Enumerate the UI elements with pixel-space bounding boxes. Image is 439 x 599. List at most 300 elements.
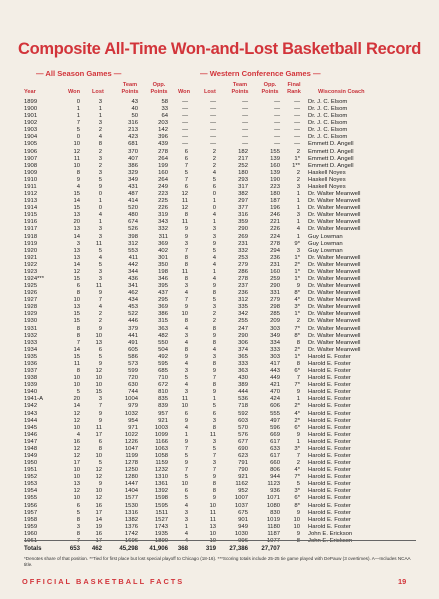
conf-lost-cell: 9 bbox=[212, 389, 216, 396]
final-rank-cell: 6* bbox=[294, 368, 300, 375]
conf-opp-points-cell: 224 bbox=[270, 233, 280, 240]
opp-points-cell: 439 bbox=[158, 141, 168, 148]
final-rank-cell: — bbox=[294, 141, 300, 148]
conf-won-cell: 6 bbox=[184, 488, 188, 495]
won-cell: 5 bbox=[76, 509, 80, 516]
coach-cell: Harold E. Foster bbox=[308, 523, 351, 530]
final-rank-cell: 2* bbox=[294, 261, 300, 268]
conf-won-cell: 9 bbox=[184, 417, 188, 424]
team-points-cell: 1742 bbox=[124, 530, 138, 537]
lost-cell: 11 bbox=[95, 240, 102, 247]
team-points-cell: 462 bbox=[128, 290, 138, 297]
lost-cell: 3 bbox=[98, 396, 102, 403]
conf-won-cell: — bbox=[182, 127, 188, 134]
team-points-cell: 1316 bbox=[124, 509, 138, 516]
team-points-cell: 431 bbox=[128, 183, 138, 190]
opp-points-cell: 311 bbox=[158, 233, 168, 240]
conf-won-cell: 9 bbox=[184, 226, 188, 233]
conf-lost-cell: 3 bbox=[212, 460, 216, 467]
conf-won-cell: 1 bbox=[184, 431, 188, 438]
coach-cell: Harold E. Foster bbox=[308, 460, 351, 467]
coach-cell: Harold E. Foster bbox=[308, 502, 351, 509]
final-rank-cell: 2 bbox=[296, 318, 300, 325]
opp-points-cell: 1595 bbox=[154, 502, 168, 509]
year-cell: 1904 bbox=[24, 134, 38, 141]
conf-lost-cell: 4 bbox=[212, 261, 216, 268]
conf-won-cell: 7 bbox=[184, 247, 188, 254]
won-cell: 5 bbox=[76, 127, 80, 134]
won-cell: 15 bbox=[73, 205, 80, 212]
conf-opp-points-cell: 155 bbox=[270, 148, 280, 155]
year-cell: 1921 bbox=[24, 254, 38, 261]
conf-lost-cell: 1 bbox=[212, 219, 216, 226]
won-cell: 10 bbox=[73, 375, 80, 382]
lost-cell: 7 bbox=[98, 403, 102, 410]
opp-points-cell: 595 bbox=[158, 360, 168, 367]
conf-won-cell: — bbox=[182, 99, 188, 105]
conf-won-cell: 3 bbox=[184, 332, 188, 339]
opp-points-header bbox=[147, 82, 171, 95]
conf-won-cell: 5 bbox=[184, 169, 188, 176]
conf-lost-cell: 6 bbox=[212, 183, 216, 190]
year-header: Year bbox=[24, 89, 36, 95]
conf-won-cell: 4 bbox=[184, 537, 188, 544]
conf-team-points-cell: — bbox=[242, 106, 248, 113]
team-points-cell: 744 bbox=[128, 389, 138, 396]
lost-cell: 2 bbox=[98, 127, 102, 134]
conf-team-points-cell: 297 bbox=[238, 198, 248, 205]
conf-team-points-cell: 1007 bbox=[234, 495, 248, 502]
conf-won-cell: 6 bbox=[184, 155, 188, 162]
won-header: Won bbox=[68, 89, 81, 95]
coach-cell: Dr. J. C. Elsom bbox=[308, 134, 348, 141]
opp-points-cell: 199 bbox=[158, 162, 168, 169]
team-points-cell: 520 bbox=[128, 205, 138, 212]
conf-team-points-cell: 389 bbox=[238, 382, 248, 389]
lost-cell: 4 bbox=[98, 212, 102, 219]
coach-cell: Dr. Walter Meanwell bbox=[308, 290, 361, 297]
coach-cell: Dr. Walter Meanwell bbox=[308, 254, 361, 261]
conf-opp-points-cell: 196 bbox=[270, 205, 280, 212]
conf-team-points-cell: 570 bbox=[238, 424, 248, 431]
conf-lost-cell: 5 bbox=[212, 297, 216, 304]
coach-cell: Dr. J. C. Elsom bbox=[308, 113, 348, 120]
final-rank-cell: — bbox=[294, 106, 300, 113]
won-cell: 13 bbox=[73, 226, 80, 233]
final-rank-header bbox=[284, 82, 304, 95]
conf-lost-cell: 7 bbox=[212, 375, 216, 382]
conf-won-cell: 1 bbox=[184, 523, 188, 530]
final-rank-cell: 1 bbox=[296, 205, 300, 212]
conf-opp-points-cell: — bbox=[274, 106, 280, 113]
year-cell: 1926 bbox=[24, 290, 38, 297]
conf-lost-cell: 1 bbox=[212, 396, 216, 403]
lost-cell: 9 bbox=[98, 410, 102, 417]
lost-cell: 4 bbox=[98, 134, 102, 141]
opp-points-cell: 1232 bbox=[154, 467, 168, 474]
opp-points-cell: 710 bbox=[158, 375, 168, 382]
final-rank-cell: 10 bbox=[293, 523, 300, 530]
coach-cell: Harold E. Foster bbox=[308, 368, 351, 375]
conf-opp-points-cell: — bbox=[274, 99, 280, 105]
conf-lost-cell: 5 bbox=[212, 403, 216, 410]
totals-conf-lost: 319 bbox=[205, 545, 216, 552]
conf-won-cell: — bbox=[182, 141, 188, 148]
conf-opp-points-cell: 303 bbox=[270, 325, 280, 332]
year-cell: 1935 bbox=[24, 353, 38, 360]
team-points-cell: 979 bbox=[128, 403, 138, 410]
final-rank-cell: 1 bbox=[296, 438, 300, 445]
conf-won-cell: 4 bbox=[184, 424, 188, 431]
coach-cell: Haskell Noyes bbox=[308, 183, 346, 190]
year-cell: 1924*** bbox=[24, 276, 44, 282]
won-cell: 10 bbox=[73, 424, 80, 431]
team-points-cell: 491 bbox=[128, 339, 138, 346]
conf-team-points-cell: 690 bbox=[238, 445, 248, 452]
final-rank-cell: 10 bbox=[293, 516, 300, 523]
team-points-cell: 411 bbox=[128, 254, 138, 261]
lost-cell: 9 bbox=[98, 325, 102, 332]
conf-lost-cell: 3 bbox=[212, 417, 216, 424]
conf-team-points-cell: 217 bbox=[238, 155, 248, 162]
conf-won-cell: 3 bbox=[184, 240, 188, 247]
coach-header: Wisconsin Coach bbox=[318, 89, 365, 95]
opp-points-cell: 1527 bbox=[154, 516, 168, 523]
coach-cell: Emmett D. Angell bbox=[308, 148, 354, 155]
lost-cell: 1 bbox=[98, 106, 102, 113]
won-cell: 8 bbox=[76, 169, 80, 176]
conf-opp-points-cell: 290 bbox=[270, 283, 280, 290]
final-rank-cell: 4* bbox=[294, 467, 300, 474]
conf-opp-points-cell: 294 bbox=[270, 247, 280, 254]
team-points-header-line1: Team bbox=[122, 82, 138, 88]
lost-cell: 3 bbox=[98, 155, 102, 162]
coach-cell: Harold E. Foster bbox=[308, 474, 351, 481]
team-points-cell: 971 bbox=[128, 424, 138, 431]
won-cell: 10 bbox=[73, 467, 80, 474]
conf-lost-cell: 2 bbox=[212, 148, 216, 155]
team-points-cell: 329 bbox=[128, 169, 138, 176]
conf-won-cell: 6 bbox=[184, 148, 188, 155]
conf-won-cell: 9 bbox=[184, 304, 188, 311]
won-cell: 8 bbox=[76, 325, 80, 332]
team-points-cell: 1022 bbox=[124, 431, 138, 438]
final-rank-cell: 3* bbox=[294, 445, 300, 452]
conf-lost-cell: 3 bbox=[212, 353, 216, 360]
coach-cell: Harold E. Foster bbox=[308, 396, 351, 403]
all-season-section-label: — All Season Games — bbox=[36, 69, 122, 78]
final-rank-cell: 4* bbox=[294, 410, 300, 417]
conf-team-points-cell: — bbox=[242, 113, 248, 120]
won-cell: 10 bbox=[73, 141, 80, 148]
coach-cell: Dr. Walter Meanwell bbox=[308, 226, 361, 233]
conf-team-points-cell: 365 bbox=[238, 353, 248, 360]
conf-team-points-cell: 921 bbox=[238, 474, 248, 481]
coach-cell: Dr. Walter Meanwell bbox=[308, 268, 361, 275]
won-cell: 10 bbox=[73, 474, 80, 481]
conf-team-points-cell: 333 bbox=[238, 360, 248, 367]
year-cell: 1961 bbox=[24, 537, 38, 544]
conf-team-points-cell: 949 bbox=[238, 523, 248, 530]
year-cell: 1933 bbox=[24, 339, 38, 346]
conf-won-cell: 3 bbox=[184, 283, 188, 290]
year-cell: 1906 bbox=[24, 148, 38, 155]
opp-points-cell: 58 bbox=[161, 99, 168, 105]
final-rank-cell: 1 bbox=[296, 396, 300, 403]
coach-cell: Emmett D. Angell bbox=[308, 162, 354, 169]
coach-cell: Emmett D. Angell bbox=[308, 141, 354, 148]
conf-opp-points-cell: 190 bbox=[270, 176, 280, 183]
final-rank-cell: 3 bbox=[296, 212, 300, 219]
conf-won-cell: 12 bbox=[181, 205, 188, 212]
lost-cell: 12 bbox=[95, 368, 102, 375]
totals-divider bbox=[24, 540, 416, 541]
team-points-cell: 1004 bbox=[124, 396, 138, 403]
conf-lost-cell: 5 bbox=[212, 176, 216, 183]
opp-points-header-line1: Opp. bbox=[152, 82, 166, 88]
conf-opp-points-cell: 617 bbox=[270, 453, 280, 459]
conf-team-points-cell: 255 bbox=[238, 318, 248, 325]
lost-cell: 11 bbox=[95, 424, 102, 431]
coach-cell: Harold E. Foster bbox=[308, 467, 351, 474]
conf-team-points-cell: 290 bbox=[238, 332, 248, 339]
year-cell: 1910 bbox=[24, 176, 38, 183]
conf-won-cell: 10 bbox=[181, 311, 188, 318]
conf-opp-points-cell: 303 bbox=[270, 353, 280, 360]
conf-won-cell: 4 bbox=[184, 360, 188, 367]
year-cell: 1929 bbox=[24, 311, 38, 318]
conf-lost-cell: 4 bbox=[212, 346, 216, 353]
conf-won-cell: 9 bbox=[184, 353, 188, 360]
conf-won-cell: 6 bbox=[184, 410, 188, 417]
conf-lost-cell: 9 bbox=[212, 474, 216, 481]
conf-team-points-cell: 377 bbox=[238, 205, 248, 212]
lost-cell: 2 bbox=[98, 148, 102, 155]
opp-points-cell: 386 bbox=[158, 311, 168, 318]
final-rank-cell: 9 bbox=[296, 431, 300, 438]
team-points-cell: 341 bbox=[128, 283, 138, 290]
team-points-cell: 720 bbox=[128, 375, 138, 382]
team-points-cell: 453 bbox=[128, 304, 138, 311]
conf-team-points-cell: 430 bbox=[238, 375, 248, 382]
opp-points-cell: 1361 bbox=[154, 481, 168, 488]
team-points-cell: 213 bbox=[128, 127, 138, 134]
lost-cell: 3 bbox=[98, 99, 102, 105]
conf-team-points-header-line2: Points bbox=[231, 88, 249, 95]
lost-cell: 15 bbox=[95, 389, 102, 396]
won-cell: 8 bbox=[76, 290, 80, 297]
lost-cell: 6 bbox=[98, 346, 102, 353]
conf-lost-cell: 9 bbox=[212, 368, 216, 375]
conf-opp-points-cell: 231 bbox=[270, 261, 280, 268]
coach-cell: Dr. Walter Meanwell bbox=[308, 205, 361, 212]
final-rank-cell: 1* bbox=[294, 276, 300, 282]
year-cell: 1942 bbox=[24, 403, 38, 410]
conf-opp-points-cell: 606 bbox=[270, 403, 280, 410]
team-points-cell: 446 bbox=[128, 318, 138, 325]
opp-points-cell: 1063 bbox=[154, 445, 168, 452]
conf-team-points-cell: — bbox=[242, 141, 248, 148]
coach-cell: Dr. Walter Meanwell bbox=[308, 261, 361, 268]
conf-team-points-cell: 374 bbox=[238, 346, 248, 353]
opp-points-cell: 839 bbox=[158, 403, 168, 410]
final-rank-cell: 1* bbox=[294, 268, 300, 275]
year-cell: 1913 bbox=[24, 198, 38, 205]
team-points-cell: 441 bbox=[128, 332, 138, 339]
conf-lost-cell: 3 bbox=[212, 438, 216, 445]
coach-cell: Harold E. Foster bbox=[308, 410, 351, 417]
opp-points-cell: 278 bbox=[158, 148, 168, 155]
totals-conf-opp-points: 27,707 bbox=[261, 545, 280, 552]
year-cell: 1922 bbox=[24, 261, 38, 268]
won-cell: 8 bbox=[76, 516, 80, 523]
won-cell: 0 bbox=[76, 134, 80, 141]
final-rank-cell: 2 bbox=[296, 176, 300, 183]
coach-cell: Dr. Walter Meanwell bbox=[308, 297, 361, 304]
year-cell: 1920 bbox=[24, 247, 38, 254]
year-cell: 1930 bbox=[24, 318, 38, 325]
conf-lost-cell: 10 bbox=[209, 537, 216, 544]
conf-team-points-cell: — bbox=[242, 120, 248, 127]
conf-opp-points-cell: 334 bbox=[270, 339, 280, 346]
year-cell: 1953 bbox=[24, 481, 38, 488]
lost-cell: 5 bbox=[98, 261, 102, 268]
conf-team-points-cell: 952 bbox=[238, 488, 248, 495]
won-cell: 12 bbox=[73, 268, 80, 275]
conf-team-points-cell: 536 bbox=[238, 396, 248, 403]
conf-won-cell: 11 bbox=[181, 219, 188, 226]
conf-opp-points-cell: 278 bbox=[270, 240, 280, 247]
opp-points-cell: 402 bbox=[158, 247, 168, 254]
coach-cell: Harold E. Foster bbox=[308, 382, 351, 389]
final-rank-cell: 2* bbox=[294, 346, 300, 353]
conf-won-cell: 4 bbox=[184, 290, 188, 297]
year-cell: 1955 bbox=[24, 495, 38, 502]
final-rank-cell: — bbox=[294, 113, 300, 120]
opp-points-cell: 346 bbox=[158, 276, 168, 282]
conf-opp-points-cell: 417 bbox=[270, 360, 280, 367]
won-cell: 15 bbox=[73, 311, 80, 318]
conf-lost-cell: 13 bbox=[209, 523, 216, 530]
won-cell: 15 bbox=[73, 353, 80, 360]
conf-won-cell: 5 bbox=[184, 453, 188, 459]
coach-cell: Harold E. Foster bbox=[308, 353, 351, 360]
final-rank-header-line2: Rank bbox=[287, 88, 301, 95]
opp-points-cell: 1890 bbox=[154, 537, 168, 544]
team-points-cell: 1376 bbox=[124, 523, 138, 530]
opp-points-cell: 142 bbox=[158, 127, 168, 134]
conf-won-cell: 3 bbox=[184, 389, 188, 396]
coach-cell: Dr. Walter Meanwell bbox=[308, 212, 361, 219]
conf-opp-points-cell: 669 bbox=[270, 431, 280, 438]
year-cell: 1912 bbox=[24, 191, 38, 198]
team-points-cell: 434 bbox=[128, 297, 138, 304]
year-cell: 1956 bbox=[24, 502, 38, 509]
won-cell: 13 bbox=[73, 212, 80, 219]
team-points-cell: 379 bbox=[128, 325, 138, 332]
won-cell: 7 bbox=[76, 339, 80, 346]
conf-opp-points-cell: 160 bbox=[270, 162, 280, 169]
lost-cell: 6 bbox=[98, 438, 102, 445]
totals-lost: 462 bbox=[91, 545, 102, 552]
conf-lost-cell: 8 bbox=[212, 488, 216, 495]
final-rank-cell: 2 bbox=[296, 460, 300, 467]
team-points-header bbox=[118, 82, 142, 95]
conf-team-points-cell: 623 bbox=[238, 453, 248, 459]
year-cell: 1928 bbox=[24, 304, 38, 311]
lost-cell: 10 bbox=[95, 382, 102, 389]
conf-won-cell: 7 bbox=[184, 176, 188, 183]
coach-cell: Dr. Walter Meanwell bbox=[308, 283, 361, 290]
team-points-cell: 1696 bbox=[124, 537, 138, 544]
coach-cell: Guy Lowman bbox=[308, 233, 343, 240]
coach-cell: Dr. Walter Meanwell bbox=[308, 346, 361, 353]
team-points-cell: 599 bbox=[128, 368, 138, 375]
team-points-cell: 312 bbox=[128, 240, 138, 247]
conf-lost-cell: 1 bbox=[212, 198, 216, 205]
conf-team-points-cell: 1030 bbox=[234, 530, 248, 537]
lost-cell: 11 bbox=[95, 283, 102, 290]
year-cell: 1938 bbox=[24, 375, 38, 382]
conf-won-cell: — bbox=[182, 120, 188, 127]
conf-opp-points-cell: 1123 bbox=[267, 481, 280, 488]
coach-cell: Emmett D. Angell bbox=[308, 155, 354, 162]
coach-cell: Dr. Walter Meanwell bbox=[308, 198, 361, 205]
conf-won-cell: 4 bbox=[184, 502, 188, 509]
won-cell: 7 bbox=[76, 537, 80, 544]
year-cell: 1947 bbox=[24, 438, 38, 445]
final-rank-cell: 2* bbox=[294, 417, 300, 424]
conf-opp-points-cell: 449 bbox=[270, 375, 280, 382]
conf-team-points-cell: 675 bbox=[238, 509, 248, 516]
opp-points-cell: 1310 bbox=[154, 474, 168, 481]
won-cell: 15 bbox=[73, 276, 80, 282]
conf-won-cell: 9 bbox=[184, 233, 188, 240]
opp-points-cell: 1159 bbox=[155, 460, 168, 467]
team-points-cell: 1404 bbox=[124, 488, 138, 495]
conf-opp-points-cell: 596 bbox=[270, 424, 280, 431]
coach-cell: Dr. Walter Meanwell bbox=[308, 191, 361, 198]
won-cell: 13 bbox=[73, 304, 80, 311]
won-cell: 10 bbox=[73, 382, 80, 389]
conf-opp-points-cell: 470 bbox=[270, 389, 280, 396]
final-rank-cell: 7 bbox=[296, 375, 300, 382]
lost-cell: 16 bbox=[95, 530, 102, 537]
year-cell: 1903 bbox=[24, 127, 38, 134]
opp-points-cell: 437 bbox=[158, 290, 168, 297]
coach-cell: Harold E. Foster bbox=[308, 375, 351, 382]
won-cell: 12 bbox=[73, 148, 80, 155]
year-cell: 1934 bbox=[24, 346, 38, 353]
won-cell: 6 bbox=[76, 283, 80, 290]
won-cell: 4 bbox=[76, 183, 80, 190]
year-cell: 1960 bbox=[24, 530, 38, 537]
opp-points-cell: 249 bbox=[158, 183, 168, 190]
lost-cell: 12 bbox=[95, 467, 102, 474]
conf-team-points-cell: 293 bbox=[238, 176, 248, 183]
opp-points-cell: 810 bbox=[158, 389, 168, 396]
conf-opp-points-cell: 139 bbox=[270, 169, 280, 176]
final-rank-cell: — bbox=[294, 134, 300, 141]
coach-cell: Harold E. Foster bbox=[308, 488, 351, 495]
lost-cell: 9 bbox=[98, 481, 102, 488]
lost-header: Lost bbox=[92, 89, 104, 95]
team-points-cell: 442 bbox=[128, 261, 138, 268]
conf-opp-points-cell: 279 bbox=[270, 297, 280, 304]
conf-won-cell: 8 bbox=[184, 212, 188, 219]
team-points-cell: 1032 bbox=[124, 410, 138, 417]
year-cell: 1908 bbox=[24, 162, 38, 169]
